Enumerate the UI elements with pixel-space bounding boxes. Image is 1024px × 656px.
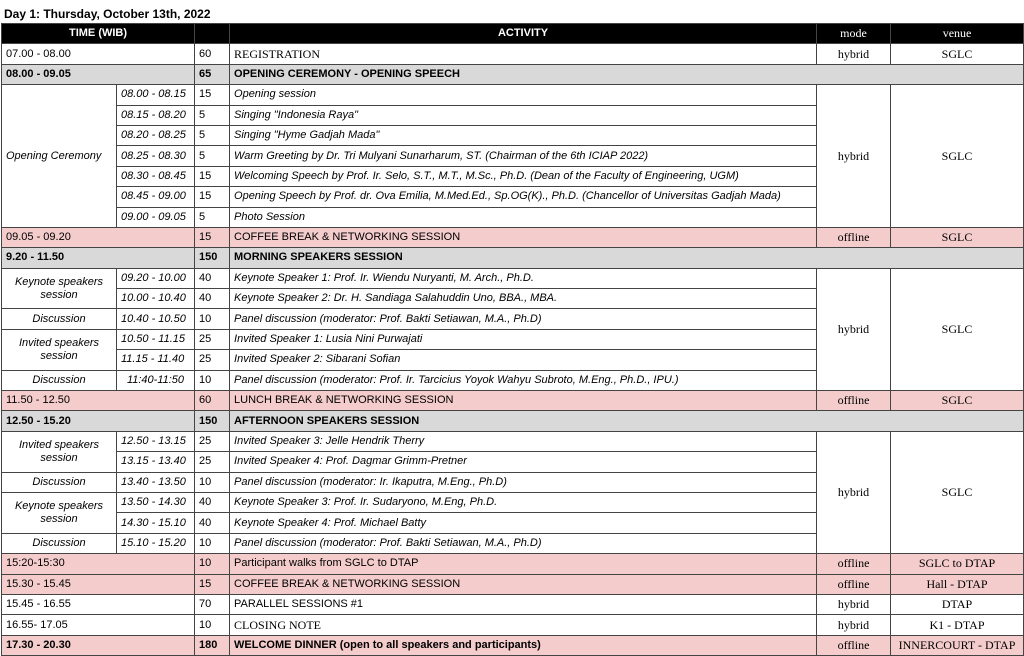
activity-cell: Invited Speaker 1: Lusia Nini Purwajati bbox=[230, 329, 817, 349]
activity-cell: Welcoming Speech by Prof. Ir. Selo, S.T., M.T., M.Sc., Ph.D. (Dean of the Faculty of Engineering, UGM) bbox=[230, 166, 817, 186]
activity-cell: Keynote Speaker 3: Prof. Ir. Sudaryono, M.Eng, Ph.D. bbox=[230, 492, 817, 512]
section-row bbox=[2, 248, 1024, 268]
section-row bbox=[2, 411, 1024, 431]
activity-cell: Photo Session bbox=[230, 207, 817, 227]
duration-cell: 40 bbox=[195, 268, 230, 288]
group-label: Discussion bbox=[2, 370, 117, 390]
time-cell: 09.00 - 09.05 bbox=[117, 207, 195, 227]
time-cell: 10.50 - 11.15 bbox=[117, 329, 195, 349]
duration-cell: 15 bbox=[195, 227, 230, 247]
table-row bbox=[2, 431, 1024, 451]
venue-cell: Hall - DTAP bbox=[891, 574, 1024, 594]
time-cell: 08.20 - 08.25 bbox=[117, 125, 195, 145]
time-cell: 12.50 - 13.15 bbox=[117, 431, 195, 451]
duration-cell: 5 bbox=[195, 146, 230, 166]
time-cell: 16.55- 17.05 bbox=[2, 615, 195, 635]
duration-cell: 15 bbox=[195, 574, 230, 594]
activity-cell: Panel discussion (moderator: Prof. Ir. Tarcicius Yoyok Wahyu Subroto, M.Eng., Ph.D., IPU.) bbox=[230, 370, 817, 390]
time-cell: 15.10 - 15.20 bbox=[117, 533, 195, 553]
table-row bbox=[2, 594, 1024, 614]
activity-cell: Participant walks from SGLC to DTAP bbox=[230, 554, 817, 574]
venue-cell: SGLC to DTAP bbox=[891, 554, 1024, 574]
header-activity: ACTIVITY bbox=[230, 24, 817, 44]
activity-cell: Panel discussion (moderator: Ir. Ikaputra, M.Eng., Ph.D) bbox=[230, 472, 817, 492]
group-label: Invited speakers session bbox=[2, 329, 117, 370]
table-row bbox=[2, 44, 1024, 64]
time-cell: 17.30 - 20.30 bbox=[2, 635, 195, 655]
time-cell: 08.45 - 09.00 bbox=[117, 187, 195, 207]
duration-cell: 40 bbox=[195, 492, 230, 512]
table-row bbox=[2, 615, 1024, 635]
header-time: TIME (WIB) bbox=[2, 24, 195, 44]
group-label: Keynote speakers session bbox=[2, 492, 117, 533]
group-label: Discussion bbox=[2, 309, 117, 329]
group-label: Invited speakers session bbox=[2, 431, 117, 472]
duration-cell: 25 bbox=[195, 329, 230, 349]
header-mode: mode bbox=[817, 24, 891, 44]
group-label: Opening Ceremony bbox=[2, 85, 117, 228]
duration-cell: 150 bbox=[195, 411, 230, 431]
mode-cell: hybrid bbox=[817, 615, 891, 635]
time-cell: 11.50 - 12.50 bbox=[2, 391, 195, 411]
activity-cell: MORNING SPEAKERS SESSION bbox=[230, 248, 1024, 268]
duration-cell: 25 bbox=[195, 350, 230, 370]
activity-cell: COFFEE BREAK & NETWORKING SESSION bbox=[230, 227, 817, 247]
activity-cell: Keynote Speaker 2: Dr. H. Sandiaga Salahuddin Uno, BBA., MBA. bbox=[230, 289, 817, 309]
time-cell: 08.00 - 08.15 bbox=[117, 85, 195, 105]
time-cell: 08.00 - 09.05 bbox=[2, 64, 195, 84]
activity-cell: Warm Greeting by Dr. Tri Mulyani Sunarharum, ST. (Chairman of the 6th ICIAP 2022) bbox=[230, 146, 817, 166]
duration-cell: 15 bbox=[195, 187, 230, 207]
time-cell: 15.45 - 16.55 bbox=[2, 594, 195, 614]
duration-cell: 10 bbox=[195, 309, 230, 329]
time-cell: 10.00 - 10.40 bbox=[117, 289, 195, 309]
time-cell: 08.25 - 08.30 bbox=[117, 146, 195, 166]
mode-cell: offline bbox=[817, 391, 891, 411]
time-cell: 13.15 - 13.40 bbox=[117, 452, 195, 472]
venue-cell: K1 - DTAP bbox=[891, 615, 1024, 635]
break-row bbox=[2, 554, 1024, 574]
duration-cell: 150 bbox=[195, 248, 230, 268]
duration-cell: 5 bbox=[195, 105, 230, 125]
activity-cell: Opening Speech by Prof. dr. Ova Emilia, M.Med.Ed., Sp.OG(K)., Ph.D. (Chancellor of Universitas Gadjah Mada) bbox=[230, 187, 817, 207]
duration-cell: 40 bbox=[195, 289, 230, 309]
activity-cell: AFTERNOON SPEAKERS SESSION bbox=[230, 411, 1024, 431]
duration-cell: 5 bbox=[195, 207, 230, 227]
duration-cell: 10 bbox=[195, 472, 230, 492]
activity-cell: Invited Speaker 2: Sibarani Sofian bbox=[230, 350, 817, 370]
venue-cell: SGLC bbox=[891, 391, 1024, 411]
activity-cell: Keynote Speaker 1: Prof. Ir. Wiendu Nuryanti, M. Arch., Ph.D. bbox=[230, 268, 817, 288]
time-cell: 14.30 - 15.10 bbox=[117, 513, 195, 533]
activity-cell: Panel discussion (moderator: Prof. Bakti Setiawan, M.A., Ph.D) bbox=[230, 309, 817, 329]
time-cell: 10.40 - 10.50 bbox=[117, 309, 195, 329]
mode-cell: offline bbox=[817, 635, 891, 655]
header-venue: venue bbox=[891, 24, 1024, 44]
mode-cell: hybrid bbox=[817, 594, 891, 614]
venue-cell: SGLC bbox=[891, 431, 1024, 553]
venue-cell: SGLC bbox=[891, 268, 1024, 390]
mode-cell: hybrid bbox=[817, 268, 891, 390]
time-cell: 9.20 - 11.50 bbox=[2, 248, 195, 268]
venue-cell: SGLC bbox=[891, 227, 1024, 247]
group-label: Keynote speakers session bbox=[2, 268, 117, 309]
activity-cell: PARALLEL SESSIONS #1 bbox=[230, 594, 817, 614]
mode-cell: hybrid bbox=[817, 85, 891, 228]
duration-cell: 25 bbox=[195, 431, 230, 451]
duration-cell: 60 bbox=[195, 391, 230, 411]
duration-cell: 70 bbox=[195, 594, 230, 614]
time-cell: 07.00 - 08.00 bbox=[2, 44, 195, 64]
activity-cell: Singing "Indonesia Raya" bbox=[230, 105, 817, 125]
duration-cell: 180 bbox=[195, 635, 230, 655]
duration-cell: 40 bbox=[195, 513, 230, 533]
duration-cell: 10 bbox=[195, 370, 230, 390]
duration-cell: 15 bbox=[195, 85, 230, 105]
duration-cell: 5 bbox=[195, 125, 230, 145]
duration-cell: 10 bbox=[195, 615, 230, 635]
time-cell: 13.50 - 14.30 bbox=[117, 492, 195, 512]
mode-cell: offline bbox=[817, 554, 891, 574]
break-row bbox=[2, 227, 1024, 247]
time-cell: 08.30 - 08.45 bbox=[117, 166, 195, 186]
duration-cell: 60 bbox=[195, 44, 230, 64]
duration-cell: 10 bbox=[195, 533, 230, 553]
header-duration bbox=[195, 24, 230, 44]
table-row bbox=[2, 85, 1024, 105]
venue-cell: SGLC bbox=[891, 85, 1024, 228]
time-cell: 08.15 - 08.20 bbox=[117, 105, 195, 125]
time-cell: 15:20-15:30 bbox=[2, 554, 195, 574]
group-label: Discussion bbox=[2, 472, 117, 492]
schedule-title: Day 1: Thursday, October 13th, 2022 bbox=[4, 7, 211, 21]
venue-cell: INNERCOURT - DTAP bbox=[891, 635, 1024, 655]
activity-cell: COFFEE BREAK & NETWORKING SESSION bbox=[230, 574, 817, 594]
time-cell: 11.15 - 11.40 bbox=[117, 350, 195, 370]
venue-cell: DTAP bbox=[891, 594, 1024, 614]
time-cell: 11:40-11:50 bbox=[117, 370, 195, 390]
duration-cell: 25 bbox=[195, 452, 230, 472]
duration-cell: 15 bbox=[195, 166, 230, 186]
mode-cell: offline bbox=[817, 574, 891, 594]
mode-cell: offline bbox=[817, 227, 891, 247]
time-cell: 09.05 - 09.20 bbox=[2, 227, 195, 247]
dinner-row bbox=[2, 635, 1024, 655]
time-cell: 15.30 - 15.45 bbox=[2, 574, 195, 594]
time-cell: 09.20 - 10.00 bbox=[117, 268, 195, 288]
activity-cell: Singing "Hyme Gadjah Mada" bbox=[230, 125, 817, 145]
activity-cell: REGISTRATION bbox=[230, 44, 817, 64]
activity-cell: Opening session bbox=[230, 85, 817, 105]
activity-cell: LUNCH BREAK & NETWORKING SESSION bbox=[230, 391, 817, 411]
venue-cell: SGLC bbox=[891, 44, 1024, 64]
duration-cell: 65 bbox=[195, 64, 230, 84]
activity-cell: Invited Speaker 3: Jelle Hendrik Therry bbox=[230, 431, 817, 451]
activity-cell: WELCOME DINNER (open to all speakers and participants) bbox=[230, 635, 817, 655]
break-row bbox=[2, 574, 1024, 594]
activity-cell: Keynote Speaker 4: Prof. Michael Batty bbox=[230, 513, 817, 533]
mode-cell: hybrid bbox=[817, 44, 891, 64]
group-label: Discussion bbox=[2, 533, 117, 553]
schedule-table bbox=[1, 23, 1024, 656]
header-row bbox=[2, 24, 1024, 44]
time-cell: 12.50 - 15.20 bbox=[2, 411, 195, 431]
activity-cell: Panel discussion (moderator: Prof. Bakti Setiawan, M.A., Ph.D) bbox=[230, 533, 817, 553]
break-row bbox=[2, 391, 1024, 411]
time-cell: 13.40 - 13.50 bbox=[117, 472, 195, 492]
section-row bbox=[2, 64, 1024, 84]
activity-cell: OPENING CEREMONY - OPENING SPEECH bbox=[230, 64, 1024, 84]
mode-cell: hybrid bbox=[817, 431, 891, 553]
duration-cell: 10 bbox=[195, 554, 230, 574]
activity-cell: Invited Speaker 4: Prof. Dagmar Grimm-Pretner bbox=[230, 452, 817, 472]
activity-cell: CLOSING NOTE bbox=[230, 615, 817, 635]
table-row bbox=[2, 268, 1024, 288]
